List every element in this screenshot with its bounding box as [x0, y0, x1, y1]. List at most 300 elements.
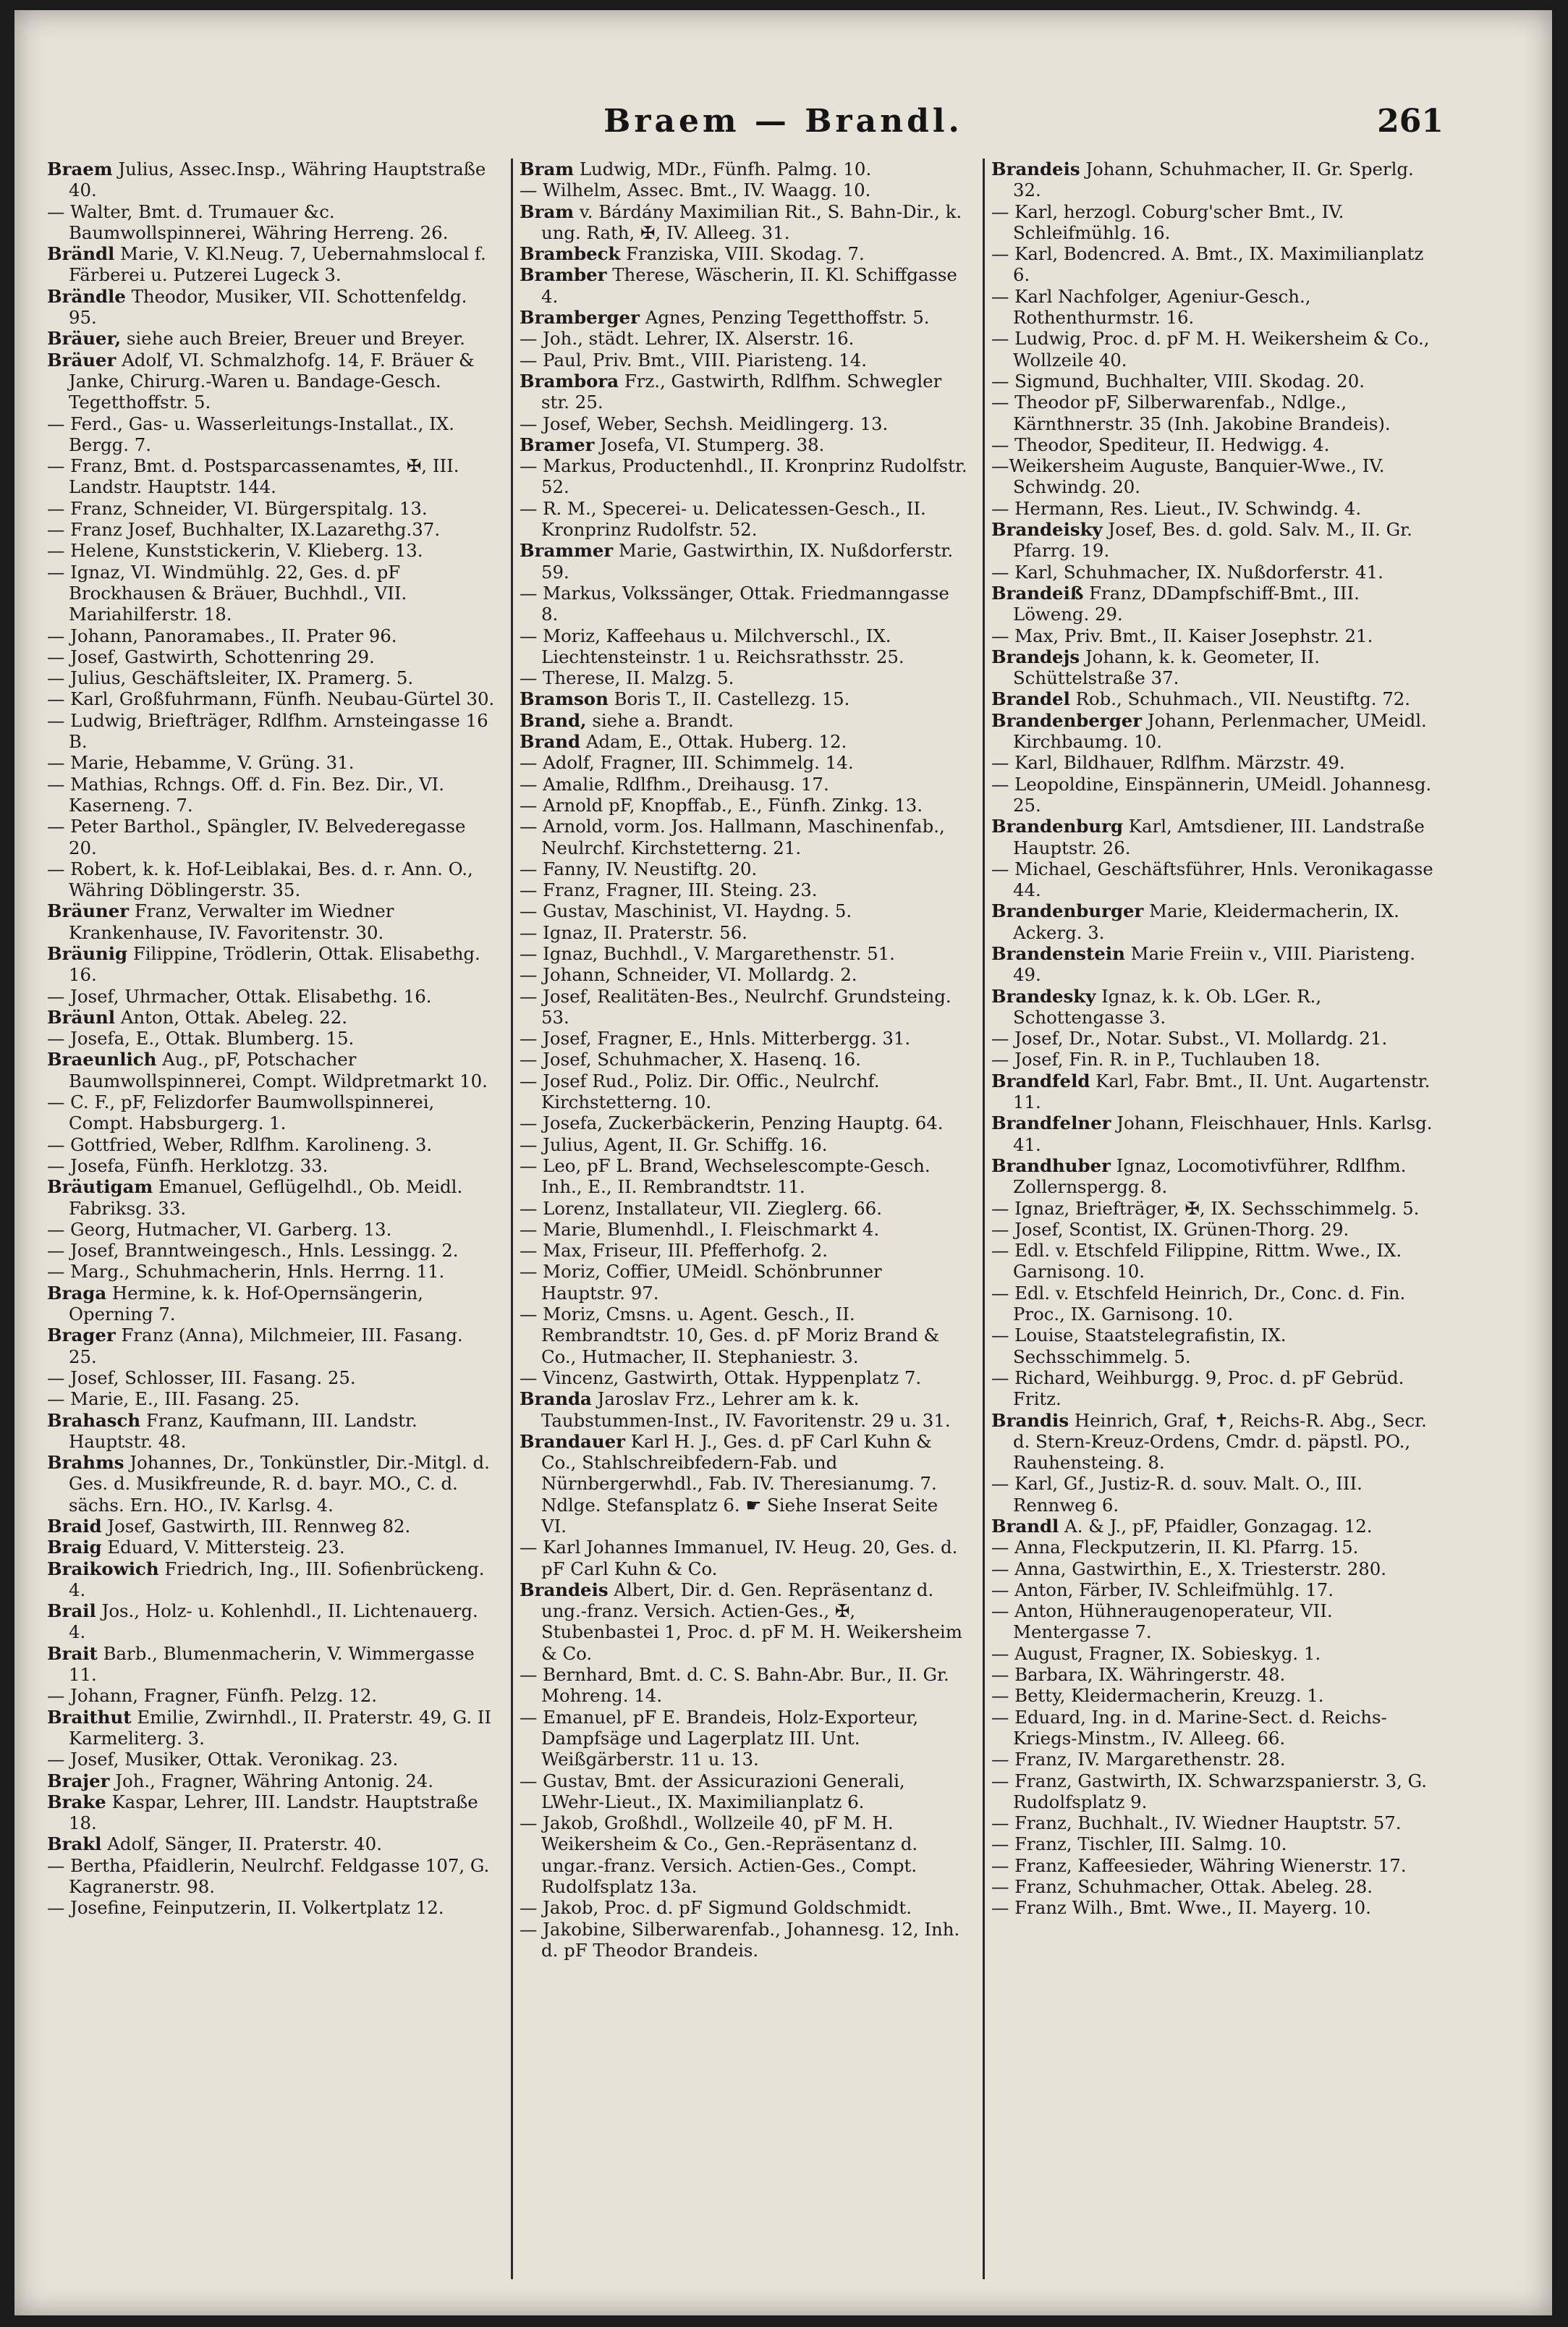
entry-text: — Franz, IV. Margarethenstr. 28. [991, 1749, 1286, 1770]
entry-text: — Gustav, Bmt. der Assicurazioni Generali, LWehr-Lieut., IX. Maximilianplatz 6. [520, 1770, 905, 1812]
entry-text: Franziska, VIII. Skodag. 7. [626, 243, 865, 265]
entry-text: Marie, V. Kl.Neug. 7, Uebernahmslocal f. Färberei u. Putzerei Lugeck 3. [69, 243, 486, 286]
entry-surname: Brahasch [47, 1409, 141, 1431]
entry-text: — Anna, Gastwirthin, E., X. Triesterstr. 280. [991, 1558, 1387, 1579]
entry-text: Ignaz, k. k. Ob. LGer. R., Schottengasse 3. [1013, 985, 1322, 1028]
entry-text: — Josefine, Feinputzerin, II. Volkertplatz 12. [47, 1897, 444, 1919]
directory-entry [47, 455, 496, 498]
directory-entry [47, 498, 496, 519]
entry-text: Anton, Ottak. Abeleg. 22. [120, 1006, 348, 1028]
entry-text: — Marie, Blumenhdl., I. Fleischmarkt 4. [520, 1218, 880, 1240]
directory-entry [47, 1537, 496, 1558]
entry-text: Johann, k. k. Geometer, II. Schüttelstraße 37. [1013, 646, 1321, 689]
entry-surname: Brait [47, 1642, 98, 1664]
directory-entry [991, 1600, 1440, 1643]
directory-entry [47, 159, 496, 201]
entry-text: Ignaz, Locomotivführer, Rdlfhm. Zollernspergg. 8. [1013, 1154, 1407, 1198]
entry-text: — Ignaz, Briefträger, ✠, IX. Sechsschimmelg. 5. [991, 1197, 1420, 1219]
entry-text: — Josef Rud., Poliz. Dir. Offic., Neulrchf. Kirchstetterng. 10. [520, 1070, 880, 1113]
directory-entry [991, 1579, 1440, 1600]
entry-surname: Brandfeld [991, 1070, 1090, 1091]
column-divider [511, 159, 513, 2279]
directory-entry [991, 752, 1440, 773]
entry-surname: Brandeis [991, 159, 1080, 180]
directory-entry [991, 1812, 1440, 1833]
entry-text: Johannes, Dr., Tonkünstler, Dir.-Mitgl. d. Ges. d. Musikfreunde, R. d. bayr. MO., C. d. sächs. Ern. HO., IV. Karlsg. 4. [69, 1452, 490, 1516]
directory-entry [47, 1134, 496, 1155]
entry-text: — August, Fragner, IX. Sobieskyg. 1. [991, 1642, 1321, 1664]
directory-entry [47, 413, 496, 456]
directory-entry [991, 243, 1440, 286]
directory-entry [520, 1134, 968, 1155]
entry-text: Josef, Bes. d. gold. Salv. M., II. Gr. Pfarrg. 19. [1013, 519, 1412, 562]
directory-entry [47, 858, 496, 901]
directory-entry [47, 1155, 496, 1176]
entry-surname: Brand [520, 731, 581, 753]
entry-text: Hermine, k. k. Hof-Opernsängerin, Operning 7. [69, 1282, 423, 1325]
entry-text: — Josef, Fin. R. in P., Tuchlauben 18. [991, 1049, 1321, 1070]
entry-text: — Gustav, Maschinist, VI. Haydng. 5. [520, 900, 852, 922]
entry-text: — Markus, Productenhdl., II. Kronprinz Rudolfstr. 52. [520, 455, 967, 498]
directory-entry [47, 943, 496, 986]
entry-text: — Markus, Volkssänger, Ottak. Friedmanngasse 8. [520, 582, 949, 625]
entry-text: Johann, Perlenmacher, UMeidl. Kirchbaumg. 10. [1013, 709, 1427, 753]
entry-text: — Johann, Fragner, Fünfh. Pelzg. 12. [47, 1685, 378, 1707]
directory-entry [47, 1219, 496, 1240]
entry-text: — Bernhard, Bmt. d. C. S. Bahn-Abr. Bur., II. Gr. Mohreng. 14. [520, 1664, 949, 1707]
entry-surname: Brammer [520, 540, 614, 562]
entry-surname: Brandejs [991, 646, 1080, 667]
directory-entry [520, 900, 968, 921]
directory-entry [520, 922, 968, 943]
directory-entry [520, 1579, 968, 1664]
directory-entry [520, 307, 968, 328]
running-head: Braem — Brandl. [603, 103, 963, 140]
entry-text: Franz (Anna), Milchmeier, III. Fasang. 25. [69, 1325, 463, 1367]
entry-text: — Jakob, Großhdl., Wollzeile 40, pF M. H. Weikersheim & Co., Gen.-Repräsentanz d. ungar.-franz. Versich. Actien-Ges., Compt. Rudolfsplatz 13a. [520, 1812, 918, 1898]
directory-entry [520, 1219, 968, 1240]
entry-surname: Bräutigam [47, 1176, 153, 1198]
entry-text: Karl, Fabr. Bmt., II. Unt. Augartenstr. 11. [1013, 1070, 1431, 1113]
entry-text: Marie, Gastwirthin, IX. Nußdorferstr. 59. [541, 540, 954, 583]
entry-text: — Josef, Scontist, IX. Grünen-Thorg. 29. [991, 1218, 1349, 1240]
directory-entry [47, 1833, 496, 1854]
entry-text: — Karl Johannes Immanuel, IV. Heug. 20, Ges. d. pF Carl Kuhn & Co. [520, 1537, 958, 1579]
directory-entry [520, 795, 968, 816]
entry-text: — Marie, E., III. Fasang. 25. [47, 1388, 300, 1410]
directory-entry [47, 1388, 496, 1409]
directory-entry [47, 1558, 496, 1601]
entry-text: — Josef, Fragner, E., Hnls. Mitterbergg. 31. [520, 1028, 911, 1050]
entry-text: Friedrich, Ing., III. Sofienbrückeng. 4. [69, 1558, 485, 1600]
directory-entry [991, 1473, 1440, 1516]
directory-entry [991, 1028, 1440, 1049]
entry-surname: Bramberger [520, 307, 640, 329]
entry-surname: Brandl [991, 1516, 1059, 1537]
entry-surname: Brandis [991, 1409, 1069, 1431]
directory-entry [991, 1897, 1440, 1918]
entry-surname: Brändl [47, 243, 115, 265]
entry-text: — Julius, Agent, II. Gr. Schiffg. 16. [520, 1133, 828, 1155]
directory-entry [520, 752, 968, 773]
directory-entry [520, 1770, 968, 1813]
entry-text: Franz, Verwalter im Wiedner Krankenhause, IV. Favoritenstr. 30. [69, 900, 394, 943]
entry-text: — Mathias, Rchngs. Off. d. Fin. Bez. Dir., VI. Kaserneng. 7. [47, 773, 444, 816]
entry-surname: Brambeck [520, 243, 621, 265]
entry-text: Franz, Kaufmann, III. Landstr. Hauptstr. 48. [69, 1409, 418, 1452]
entry-surname: Brake [47, 1791, 106, 1812]
entry-text: — Lorenz, Installateur, VII. Zieglerg. 66. [520, 1197, 882, 1219]
entry-text: — Karl, Großfuhrmann, Fünfh. Neubau-Gürtel 30. [47, 688, 495, 710]
entry-surname: Bram [520, 200, 575, 222]
directory-entry [991, 498, 1440, 519]
entry-text: — Sigmund, Buchhalter, VIII. Skodag. 20. [991, 370, 1365, 392]
directory-entry [520, 1431, 968, 1537]
entry-text: — Karl, Bildhauer, Rdlfhm. Märzstr. 49. [991, 752, 1345, 774]
entry-text: Barb., Blumenmacherin, V. Wimmergasse 11. [69, 1642, 475, 1686]
directory-entry [520, 1070, 968, 1113]
directory-entry [520, 879, 968, 900]
column-right [991, 159, 1440, 2272]
entry-text: — Franz, Tischler, III. Salmg. 10. [991, 1833, 1287, 1855]
entry-text: Marie, Kleidermacherin, IX. Ackerg. 3. [1013, 900, 1399, 943]
directory-entry [47, 243, 496, 286]
entry-text: Aug., pF, Potschacher Baumwollspinnerei, Compt. Wildpretmarkt 10. [69, 1049, 488, 1091]
directory-entry [520, 1388, 968, 1431]
entry-surname: Brager [47, 1325, 116, 1346]
directory-entry [47, 752, 496, 773]
entry-text: Karl, Amtsdiener, III. Landstraße Hauptstr. 26. [1013, 816, 1425, 858]
directory-entry [47, 1410, 496, 1453]
entry-text: Theodor, Musiker, VII. Schottenfeldg. 95. [69, 285, 467, 329]
directory-entry [47, 1770, 496, 1791]
entry-text: — Anton, Färber, IV. Schleifmühlg. 17. [991, 1579, 1334, 1600]
entry-text: — Franz, Kaffeesieder, Währing Wienerstr. 17. [991, 1854, 1407, 1876]
directory-entry [991, 1855, 1440, 1876]
directory-entry [520, 413, 968, 434]
entry-text: — Michael, Geschäftsführer, Hnls. Veronikagasse 44. [991, 858, 1433, 901]
directory-entry [520, 455, 968, 498]
entry-text: Jaroslav Frz., Lehrer am k. k. Taubstummen-Inst., IV. Favoritenstr. 29 u. 31. [541, 1388, 951, 1431]
entry-text: — Franz, Fragner, III. Steing. 23. [520, 879, 818, 901]
entry-text: Eduard, V. Mittersteig. 23. [107, 1537, 345, 1558]
directory-entry [520, 1537, 968, 1579]
entry-text: — Moriz, Kaffeehaus u. Milchverschl., IX. Liechtensteinstr. 1 u. Reichsrathsstr. 25. [520, 625, 904, 667]
directory-entry [991, 1049, 1440, 1070]
entry-surname: Bramer [520, 434, 595, 455]
directory-entry [47, 1007, 496, 1028]
entry-surname: Brandeis [520, 1579, 609, 1600]
entry-text: — Fanny, IV. Neustiftg. 20. [520, 858, 758, 879]
entry-text: — Walter, Bmt. d. Trumauer &c. Baumwollspinnerei, Währing Herreng. 26. [47, 200, 449, 243]
directory-page [14, 10, 1552, 2315]
directory-entry [520, 731, 968, 752]
directory-entry [520, 710, 968, 731]
entry-text: — Josefa, E., Ottak. Blumberg. 15. [47, 1028, 355, 1050]
entry-text: — Barbara, IX. Währingerstr. 48. [991, 1664, 1286, 1686]
entry-text: — Therese, II. Malzg. 5. [520, 667, 734, 689]
directory-entry [991, 710, 1440, 753]
entry-surname: Brail [47, 1600, 96, 1622]
entry-text: — Marg., Schuhmacherin, Hnls. Herrng. 11. [47, 1261, 445, 1283]
directory-entry [520, 350, 968, 371]
entry-surname: Bräunig [47, 942, 128, 964]
directory-entry [520, 1155, 968, 1198]
entry-text: — Anna, Fleckputzerin, II. Kl. Pfarrg. 15. [991, 1537, 1359, 1558]
directory-entry [991, 1537, 1440, 1558]
directory-entry [520, 986, 968, 1029]
entry-surname: Braem [47, 159, 113, 180]
entry-text: — Adolf, Fragner, III. Schimmelg. 14. [520, 752, 854, 774]
entry-surname: Brajer [47, 1770, 110, 1791]
directory-entry [520, 1261, 968, 1304]
entry-text: — Arnold pF, Knopffab., E., Fünfh. Zinkg. 13. [520, 794, 923, 816]
entry-text: — Karl Nachfolger, Ageniur-Gesch., Rothenthurmstr. 16. [991, 285, 1311, 329]
directory-entry [520, 243, 968, 264]
directory-entry [991, 583, 1440, 625]
entry-text: — Josef, Weber, Sechsh. Meidlingerg. 13. [520, 413, 889, 434]
entry-text: — Max, Friseur, III. Pfefferhofg. 2. [520, 1240, 828, 1262]
directory-entry [991, 1749, 1440, 1770]
entry-text: — Johann, Schneider, VI. Mollardg. 2. [520, 964, 857, 986]
entry-text: — Josef, Musiker, Ottak. Veronikag. 23. [47, 1749, 399, 1770]
entry-surname: Braithut [47, 1706, 132, 1728]
entry-text: — Josef, Branntweingesch., Hnls. Lessingg. 2. [47, 1240, 459, 1262]
entry-text: Emanuel, Geflügelhdl., Ob. Meidl. Fabriksg. 33. [69, 1176, 463, 1219]
entry-surname: Brahms [47, 1452, 124, 1474]
entry-surname: Bramber [520, 264, 607, 286]
directory-entry [991, 1707, 1440, 1749]
directory-entry [991, 1876, 1440, 1897]
directory-entry [520, 498, 968, 541]
entry-text: — Franz, Schneider, VI. Bürgerspitalg. 13. [47, 497, 428, 519]
entry-text: — Leo, pF L. Brand, Wechselescompte-Gesch. Inh., E., II. Rembrandtstr. 11. [520, 1154, 931, 1198]
entry-text: — Gottfried, Weber, Rdlfhm. Karolineng. 3. [47, 1133, 433, 1155]
entry-text: A. & J., pF, Pfaidler, Gonzagag. 12. [1064, 1516, 1373, 1537]
directory-entry [47, 1749, 496, 1770]
directory-entry [520, 774, 968, 795]
entry-text: —Weikersheim Auguste, Banquier-Wwe., IV. Schwindg. 20. [991, 455, 1385, 498]
entry-surname: Braikowich [47, 1558, 159, 1579]
entry-text: — Ludwig, Proc. d. pF M. H. Weikersheim & Co., Wollzeile 40. [991, 328, 1430, 371]
entry-surname: Braig [47, 1537, 102, 1558]
entry-text: Julius, Assec.Insp., Währing Hauptstraße 40. [69, 159, 486, 201]
directory-entry [47, 1643, 496, 1686]
entry-text: — Jakob, Proc. d. pF Sigmund Goldschmidt. [520, 1897, 912, 1919]
entry-surname: Braeunlich [47, 1049, 157, 1070]
directory-entry [47, 1452, 496, 1516]
directory-entry [991, 519, 1440, 562]
entry-text: Franz, DDampfschiff-Bmt., III. Löweng. 29. [1013, 582, 1360, 625]
entry-text: v. Bárdány Maximilian Rit., S. Bahn-Dir., k. ung. Rath, ✠, IV. Alleeg. 31. [541, 200, 962, 243]
directory-entry [991, 625, 1440, 646]
column-left [47, 159, 496, 2272]
entry-surname: Brandeisky [991, 519, 1103, 541]
entry-text: Adolf, Sänger, II. Praterstr. 40. [107, 1833, 382, 1855]
directory-entry [47, 1325, 496, 1367]
entry-text: — Joh., städt. Lehrer, IX. Alserstr. 16. [520, 328, 855, 350]
entry-text: Rob., Schuhmach., VII. Neustiftg. 72. [1075, 688, 1411, 710]
entry-text: — Karl, Bodencred. A. Bmt., IX. Maximilianplatz 6. [991, 243, 1424, 286]
directory-entry [520, 159, 968, 180]
directory-entry [520, 180, 968, 200]
page-header [14, 103, 1552, 161]
entry-surname: Brandel [991, 688, 1070, 710]
directory-entry [991, 1770, 1440, 1813]
directory-entry [991, 1643, 1440, 1664]
directory-entry [520, 943, 968, 964]
column-middle [520, 159, 968, 2272]
entry-text: — Franz, Bmt. d. Postsparcassenamtes, ✠, III. Landstr. Hauptstr. 144. [47, 455, 459, 498]
entry-text: — Ignaz, VI. Windmühlg. 22, Ges. d. pF Brockhausen & Bräuer, Buchhdl., VII. Mariahilferstr. 18. [47, 561, 407, 625]
directory-entry [991, 1112, 1440, 1155]
entry-surname: Brakl [47, 1833, 102, 1855]
entry-text: — Jakobine, Silberwarenfab., Johannesg. 12, Inh. d. pF Theodor Brandeis. [520, 1918, 960, 1961]
directory-entry [47, 1600, 496, 1643]
directory-entry [47, 625, 496, 646]
directory-entry [991, 562, 1440, 583]
entry-text: siehe a. Brandt. [592, 709, 734, 731]
entry-text: — Franz Wilh., Bmt. Wwe., II. Mayerg. 10. [991, 1897, 1371, 1919]
entry-text: — Emanuel, pF E. Brandeis, Holz-Exporteur, Dampfsäge und Lagerplatz III. Unt. Weißgärberstr. 11 u. 13. [520, 1706, 919, 1770]
entry-surname: Brambora [520, 370, 619, 392]
entry-text: — Josef, Dr., Notar. Subst., VI. Mollardg. 21. [991, 1028, 1388, 1050]
entry-text: Heinrich, Graf, ✝, Reichs-R. Abg., Secr. d. Stern-Kreuz-Ordens, Cmdr. d. päpstl. PO., Rauhensteing. 8. [1013, 1409, 1427, 1474]
directory-entry [991, 434, 1440, 455]
directory-entry [520, 371, 968, 413]
directory-entry [991, 1833, 1440, 1854]
entry-text: — Ignaz, Buchhdl., V. Margarethenstr. 51. [520, 942, 895, 964]
directory-entry [991, 1283, 1440, 1325]
entry-text: — Ferd., Gas- u. Wasserleitungs-Installat., IX. Bergg. 7. [47, 413, 454, 455]
entry-text: Ludwig, MDr., Fünfh. Palmg. 10. [579, 159, 872, 180]
directory-entry [47, 646, 496, 667]
directory-entry [520, 1897, 968, 1918]
entry-text: — Eduard, Ing. in d. Marine-Sect. d. Reichs-Kriegs-Minstm., IV. Alleeg. 66. [991, 1706, 1387, 1749]
directory-entry [47, 986, 496, 1007]
directory-entry [47, 519, 496, 540]
directory-entry [520, 816, 968, 858]
entry-text: — Johann, Panoramabes., II. Prater 96. [47, 625, 397, 646]
directory-entry [520, 858, 968, 879]
entry-text: Therese, Wäscherin, II. Kl. Schiffgasse 4. [541, 264, 957, 307]
entry-surname: Brandenburger [991, 900, 1144, 922]
directory-entry [47, 201, 496, 244]
directory-entry [47, 1791, 496, 1834]
directory-entry [991, 1219, 1440, 1240]
entry-text: — Georg, Hutmacher, VI. Garberg. 13. [47, 1218, 392, 1240]
entry-text: — Julius, Geschäftsleiter, IX. Pramerg. 5. [47, 667, 414, 689]
entry-text: — Theodor pF, Silberwarenfab., Ndlge., Kärnthnerstr. 35 (Inh. Jakobine Brandeis). [991, 392, 1391, 434]
directory-entry [991, 455, 1440, 498]
directory-entry [991, 286, 1440, 329]
directory-entry [47, 328, 496, 349]
directory-entry [991, 816, 1440, 858]
entry-text: Adam, E., Ottak. Huberg. 12. [585, 731, 847, 753]
entry-text: Emilie, Zwirnhdl., II. Praterstr. 49, G. II Karmeliterg. 3. [69, 1706, 491, 1749]
entry-surname: Bram [520, 159, 575, 180]
directory-entry [47, 1049, 496, 1091]
entry-text: — Josef, Gastwirth, Schottenring 29. [47, 646, 375, 667]
directory-entry [991, 201, 1440, 244]
directory-entry [47, 900, 496, 943]
directory-entry [520, 1367, 968, 1388]
directory-entry [520, 1664, 968, 1707]
directory-entry [991, 1410, 1440, 1474]
entry-surname: Brandenberger [991, 709, 1143, 731]
entry-text: Karl H. J., Ges. d. pF Carl Kuhn & Co., Stahlschreibfedern-Fab. und Nürnbergerwhdl., Fab. IV. Theresianumg. 7. Ndlge. Stefansplatz 6. ☛ Siehe Inserat Seite VI. [541, 1430, 938, 1537]
entry-text: Johann, Fleischhauer, Hnls. Karlsg. 41. [1013, 1112, 1433, 1155]
entry-surname: Brand, [520, 709, 587, 731]
entry-surname: Brandfelner [991, 1112, 1111, 1134]
entry-text: — Betty, Kleidermacherin, Kreuzg. 1. [991, 1685, 1324, 1707]
directory-entry [991, 646, 1440, 689]
entry-text: — Franz, Schuhmacher, Ottak. Abeleg. 28. [991, 1876, 1373, 1898]
entry-text: — Franz, Gastwirth, IX. Schwarzspanierstr. 3, G. Rudolfsplatz 9. [991, 1770, 1428, 1812]
directory-entry [520, 1049, 968, 1070]
directory-entry [520, 328, 968, 349]
directory-entry [47, 286, 496, 329]
entry-text: — Peter Barthol., Spängler, IV. Belvederegasse 20. [47, 816, 466, 858]
directory-entry [991, 392, 1440, 434]
directory-entry [47, 1367, 496, 1388]
directory-entry [520, 964, 968, 985]
directory-entry [991, 1070, 1440, 1113]
directory-entry [991, 900, 1440, 943]
directory-entry [47, 710, 496, 753]
entry-text: — Josef, Realitäten-Bes., Neulrchf. Grundsteing. 53. [520, 985, 952, 1028]
entry-text: — Hermann, Res. Lieut., IV. Schwindg. 4. [991, 497, 1362, 519]
entry-text: — Josefa, Fünfh. Herklotzg. 33. [47, 1154, 329, 1176]
directory-entry [47, 1516, 496, 1537]
directory-entry [47, 540, 496, 561]
entry-text: — Franz, Buchhalt., IV. Wiedner Hauptstr. 57. [991, 1812, 1402, 1834]
entry-surname: Braid [47, 1516, 102, 1537]
entry-text: — Josef, Uhrmacher, Ottak. Elisabethg. 16. [47, 985, 432, 1007]
entry-text: — Wilhelm, Assec. Bmt., IV. Waagg. 10. [520, 180, 871, 201]
entry-surname: Brandeiß [991, 582, 1084, 604]
entry-text: siehe auch Breier, Breuer und Breyer. [126, 328, 465, 350]
directory-entry [47, 1091, 496, 1134]
entry-surname: Brandenburg [991, 816, 1124, 837]
directory-entry [47, 1897, 496, 1918]
directory-entry [47, 1261, 496, 1282]
entry-text: — Theodor, Spediteur, II. Hedwigg. 4. [991, 434, 1330, 455]
page-number: 261 [1377, 103, 1444, 140]
entry-text: — Leopoldine, Einspännerin, UMeidl. Johannesg. 25. [991, 773, 1432, 816]
directory-entry [47, 816, 496, 858]
entry-text: — Robert, k. k. Hof-Leiblakai, Bes. d. r. Ann. O., Währing Döblingerstr. 35. [47, 858, 473, 901]
entry-text: Kaspar, Lehrer, III. Landstr. Hauptstraße 18. [69, 1791, 478, 1834]
entry-text: — Moriz, Coffier, UMeidl. Schönbrunner Hauptstr. 97. [520, 1261, 882, 1304]
directory-entry [47, 1283, 496, 1325]
directory-entry [47, 667, 496, 688]
directory-entry [991, 371, 1440, 392]
entry-text: — Richard, Weihburgg. 9, Proc. d. pF Gebrüd. Fritz. [991, 1367, 1404, 1410]
directory-entry [520, 1812, 968, 1897]
entry-text: — Arnold, vorm. Jos. Hallmann, Maschinenfab., Neulrchf. Kirchstetterng. 21. [520, 816, 945, 858]
entry-text: — Paul, Priv. Bmt., VIII. Piaristeng. 14. [520, 349, 867, 371]
directory-entry [991, 1367, 1440, 1410]
entry-surname: Bräuer, [47, 328, 122, 350]
entry-text: — Josef, Schuhmacher, X. Hasenq. 16. [520, 1049, 861, 1070]
directory-entry [991, 943, 1440, 986]
entry-text: Joh., Fragner, Währing Antonig. 24. [115, 1770, 433, 1791]
entry-text: — Edl. v. Etschfeld Heinrich, Dr., Conc. d. Fin. Proc., IX. Garnisong. 10. [991, 1282, 1406, 1325]
entry-text: — Karl, Gf., Justiz-R. d. souv. Malt. O., III. Rennweg 6. [991, 1473, 1363, 1516]
entry-text: — Max, Priv. Bmt., II. Kaiser Josephstr. 21. [991, 625, 1373, 646]
entry-surname: Bräuer [47, 349, 116, 371]
